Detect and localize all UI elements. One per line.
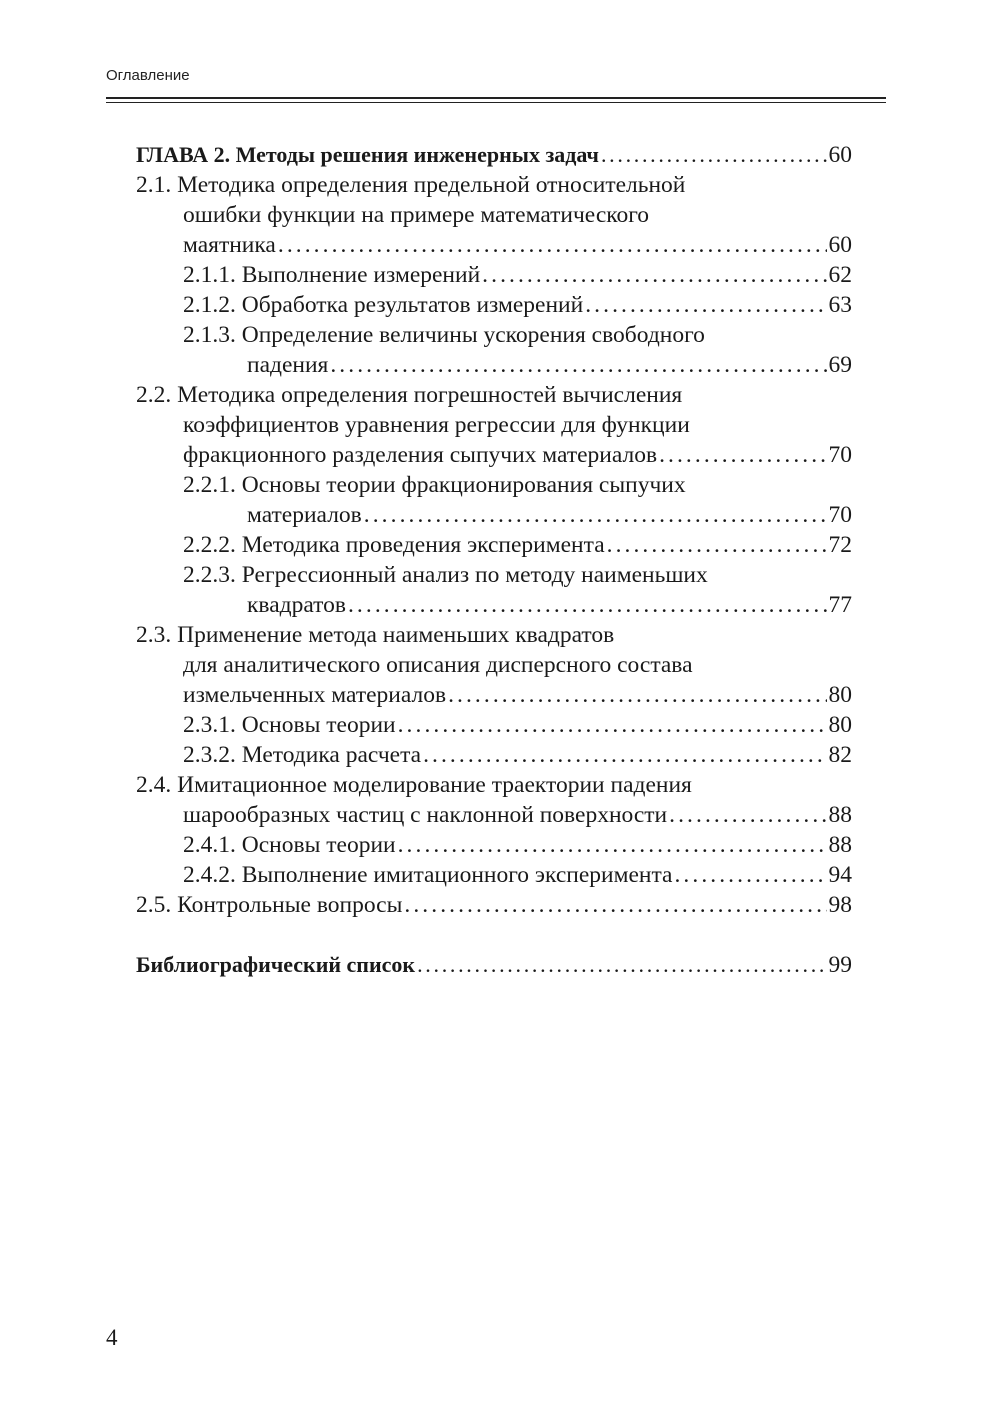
toc-page-number: 60	[828, 142, 852, 168]
toc-entry-title-cont: маятника	[183, 232, 276, 258]
toc-page-number: 72	[828, 532, 852, 558]
dot-leader	[607, 530, 827, 560]
toc-page-number: 69	[828, 352, 852, 378]
toc-entry-title-cont: ошибки функции на примере математического	[183, 202, 650, 228]
toc-entry-title: 2.1.3. Определение величины ускорения свободного	[183, 322, 705, 348]
toc-entry-2-2-3[interactable]	[136, 560, 852, 620]
toc-entry-2-4[interactable]	[136, 770, 852, 830]
toc-page-number: 60	[828, 232, 852, 258]
toc-entry-title-cont: фракционного разделения сыпучих материалов	[183, 442, 658, 468]
dot-leader	[278, 230, 827, 260]
toc-entry-title: 2.1.1. Выполнение измерений	[183, 262, 481, 288]
toc-page-number: 70	[828, 502, 852, 528]
toc-entry-2-1-1[interactable]	[136, 260, 852, 290]
toc-entry-2-2[interactable]	[136, 380, 852, 470]
toc-entry-title: 2.4.2. Выполнение имитационного эксперимента	[183, 862, 673, 888]
toc-entry-title: 2.2.3. Регрессионный анализ по методу наименьших	[183, 562, 708, 588]
toc-bibliography[interactable]	[136, 950, 852, 980]
toc-entry-title: 2.4.1. Основы теории	[183, 832, 396, 858]
dot-leader	[398, 710, 827, 740]
dot-leader	[364, 500, 827, 530]
toc-page-number: 99	[828, 952, 852, 978]
toc-entry-2-1-2[interactable]	[136, 290, 852, 320]
dot-leader	[417, 950, 826, 980]
toc-page-number: 77	[828, 592, 852, 618]
dot-leader	[330, 350, 826, 380]
toc-entry-title-cont: шарообразных частиц с наклонной поверхности	[183, 802, 668, 828]
toc-page-number: 63	[828, 292, 852, 318]
toc-entry-title-cont: измельченных материалов	[183, 682, 447, 708]
toc-entry-2-5[interactable]	[136, 890, 852, 920]
toc-page-number: 94	[828, 862, 852, 888]
page-number: 4	[106, 1325, 118, 1350]
dot-leader	[348, 590, 827, 620]
toc-chapter-title: ГЛАВА 2. Методы решения инженерных задач	[136, 142, 599, 167]
toc-entry-title-cont: коэффициентов уравнения регрессии для функции	[183, 412, 690, 438]
toc-entry-title: 2.2. Методика определения погрешностей вычисления	[136, 382, 683, 408]
toc-page-number: 70	[828, 442, 852, 468]
toc-entry-title: 2.2.1. Основы теории фракционирования сыпучих	[183, 472, 686, 498]
header-rule-thin	[106, 102, 886, 103]
toc-entry-title-cont: квадратов	[247, 592, 346, 618]
toc-entry-2-2-2[interactable]	[136, 530, 852, 560]
toc-entry-title-cont: падения	[247, 352, 329, 378]
toc-page-number: 88	[828, 802, 852, 828]
toc-entry-title: 2.5. Контрольные вопросы	[136, 892, 403, 918]
toc-entry-2-3-1[interactable]	[136, 710, 852, 740]
toc-chapter[interactable]	[136, 140, 852, 170]
toc-entry-2-1-3[interactable]	[136, 320, 852, 380]
toc-entry-2-3-2[interactable]	[136, 740, 852, 770]
dot-leader	[482, 260, 826, 290]
toc-page-number: 80	[828, 712, 852, 738]
toc-entry-title: 2.1.2. Обработка результатов измерений	[183, 292, 584, 318]
dot-leader	[674, 860, 826, 890]
toc-entry-2-2-1[interactable]	[136, 470, 852, 530]
table-of-contents	[136, 140, 852, 980]
toc-page-number: 88	[828, 832, 852, 858]
dot-leader	[659, 440, 826, 470]
toc-entry-2-4-2[interactable]	[136, 860, 852, 890]
toc-page-number: 98	[828, 892, 852, 918]
dot-leader	[585, 290, 826, 320]
toc-page-number: 82	[828, 742, 852, 768]
toc-entry-title: 2.3.1. Основы теории	[183, 712, 396, 738]
toc-bibliography-title: Библиографический список	[136, 952, 416, 977]
dot-leader	[423, 740, 826, 770]
toc-entry-title: 2.3.2. Методика расчета	[183, 742, 422, 768]
toc-entry-title-cont: материалов	[247, 502, 362, 528]
toc-entry-2-4-1[interactable]	[136, 830, 852, 860]
header-rule	[106, 97, 886, 99]
dot-leader	[448, 680, 826, 710]
toc-entry-title: 2.3. Применение метода наименьших квадратов	[136, 622, 615, 648]
toc-entry-title: 2.1. Методика определения предельной относительной	[136, 172, 686, 198]
dot-leader	[601, 140, 827, 170]
toc-page-number: 62	[828, 262, 852, 288]
dot-leader	[669, 800, 826, 830]
dot-leader	[404, 890, 826, 920]
toc-entry-title: 2.2.2. Методика проведения эксперимента	[183, 532, 605, 558]
toc-entry-title-cont: для аналитического описания дисперсного состава	[183, 652, 693, 678]
toc-page-number: 80	[828, 682, 852, 708]
toc-entry-2-3[interactable]	[136, 620, 852, 710]
toc-entry-title: 2.4. Имитационное моделирование траектории падения	[136, 772, 692, 798]
dot-leader	[398, 830, 827, 860]
running-head: Оглавление	[106, 67, 190, 84]
toc-entry-2-1[interactable]	[136, 170, 852, 260]
spacer	[136, 920, 852, 950]
